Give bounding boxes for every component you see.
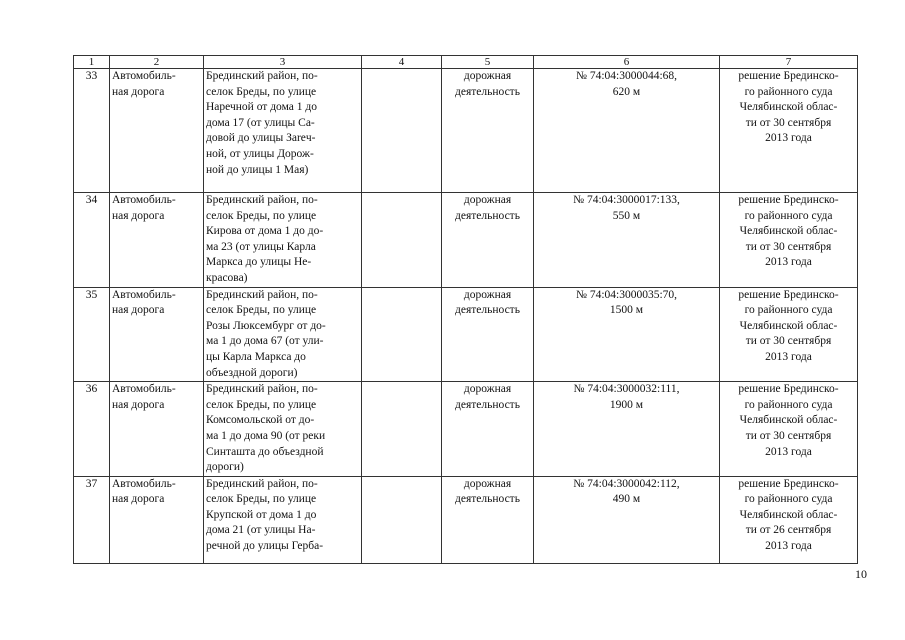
table-row	[74, 287, 858, 382]
object-purpose: дорожная деятельность	[442, 382, 534, 477]
cadastral-number: № 74:04:3000044:68, 620 м	[534, 69, 720, 193]
object-location: Брединский район, по- селок Бреды, по улице Комсомольской от до- ма 1 до дома 90 (от реки Синташта до объездной дороги)	[204, 382, 362, 477]
cadastral-number: № 74:04:3000032:111, 1900 м	[534, 382, 720, 477]
column-4-cell	[362, 193, 442, 288]
column-number-4: 4	[362, 56, 442, 69]
road-registry-table	[73, 55, 858, 564]
row-number: 37	[74, 476, 110, 563]
legal-basis: решение Брединско- го районного суда Челябинской облас- ти от 30 сентября 2013 года	[720, 69, 858, 193]
column-4-cell	[362, 69, 442, 193]
table-row	[74, 476, 858, 563]
column-4-cell	[362, 476, 442, 563]
object-purpose: дорожная деятельность	[442, 287, 534, 382]
object-location: Брединский район, по- селок Бреды, по улице Крупской от дома 1 до дома 21 (от улицы На- речной до улицы Герба-	[204, 476, 362, 563]
object-type: Автомобиль- ная дорога	[110, 69, 204, 193]
column-number-5: 5	[442, 56, 534, 69]
row-number: 33	[74, 69, 110, 193]
column-number-2: 2	[110, 56, 204, 69]
page-number: 10	[855, 567, 867, 581]
column-number-row	[74, 56, 858, 69]
row-number: 36	[74, 382, 110, 477]
object-location: Брединский район, по- селок Бреды, по улице Розы Люксембург от до- ма 1 до дома 67 (от ули- цы Карла Маркса до объездной дороги)	[204, 287, 362, 382]
object-type: Автомобиль- ная дорога	[110, 476, 204, 563]
column-4-cell	[362, 382, 442, 477]
row-number: 34	[74, 193, 110, 288]
table-row	[74, 69, 858, 193]
object-type: Автомобиль- ная дорога	[110, 193, 204, 288]
object-type: Автомобиль- ная дорога	[110, 382, 204, 477]
legal-basis: решение Брединско- го районного суда Челябинской облас- ти от 30 сентября 2013 года	[720, 193, 858, 288]
cadastral-number: № 74:04:3000035:70, 1500 м	[534, 287, 720, 382]
cadastral-number: № 74:04:3000042:112, 490 м	[534, 476, 720, 563]
object-purpose: дорожная деятельность	[442, 69, 534, 193]
legal-basis: решение Брединско- го районного суда Челябинской облас- ти от 30 сентября 2013 года	[720, 382, 858, 477]
legal-basis: решение Брединско- го районного суда Челябинской облас- ти от 30 сентября 2013 года	[720, 287, 858, 382]
column-number-1: 1	[74, 56, 110, 69]
object-location: Брединский район, по- селок Бреды, по улице Наречной от дома 1 до дома 17 (от улицы Са- довой до улицы Заreч- ной, от улицы Дорож- ной до улицы 1 Мая)	[204, 69, 362, 193]
column-number-7: 7	[720, 56, 858, 69]
legal-basis: решение Брединско- го районного суда Челябинской облас- ти от 26 сентября 2013 года	[720, 476, 858, 563]
object-purpose: дорожная деятельность	[442, 193, 534, 288]
table-row	[74, 382, 858, 477]
row-number: 35	[74, 287, 110, 382]
table-row	[74, 193, 858, 288]
object-type: Автомобиль- ная дорога	[110, 287, 204, 382]
column-number-6: 6	[534, 56, 720, 69]
cadastral-number: № 74:04:3000017:133, 550 м	[534, 193, 720, 288]
column-number-3: 3	[204, 56, 362, 69]
object-purpose: дорожная деятельность	[442, 476, 534, 563]
object-location: Брединский район, по- селок Бреды, по улице Кирова от дома 1 до до- ма 23 (от улицы Карла Маркса до улицы Не- красова)	[204, 193, 362, 288]
column-4-cell	[362, 287, 442, 382]
